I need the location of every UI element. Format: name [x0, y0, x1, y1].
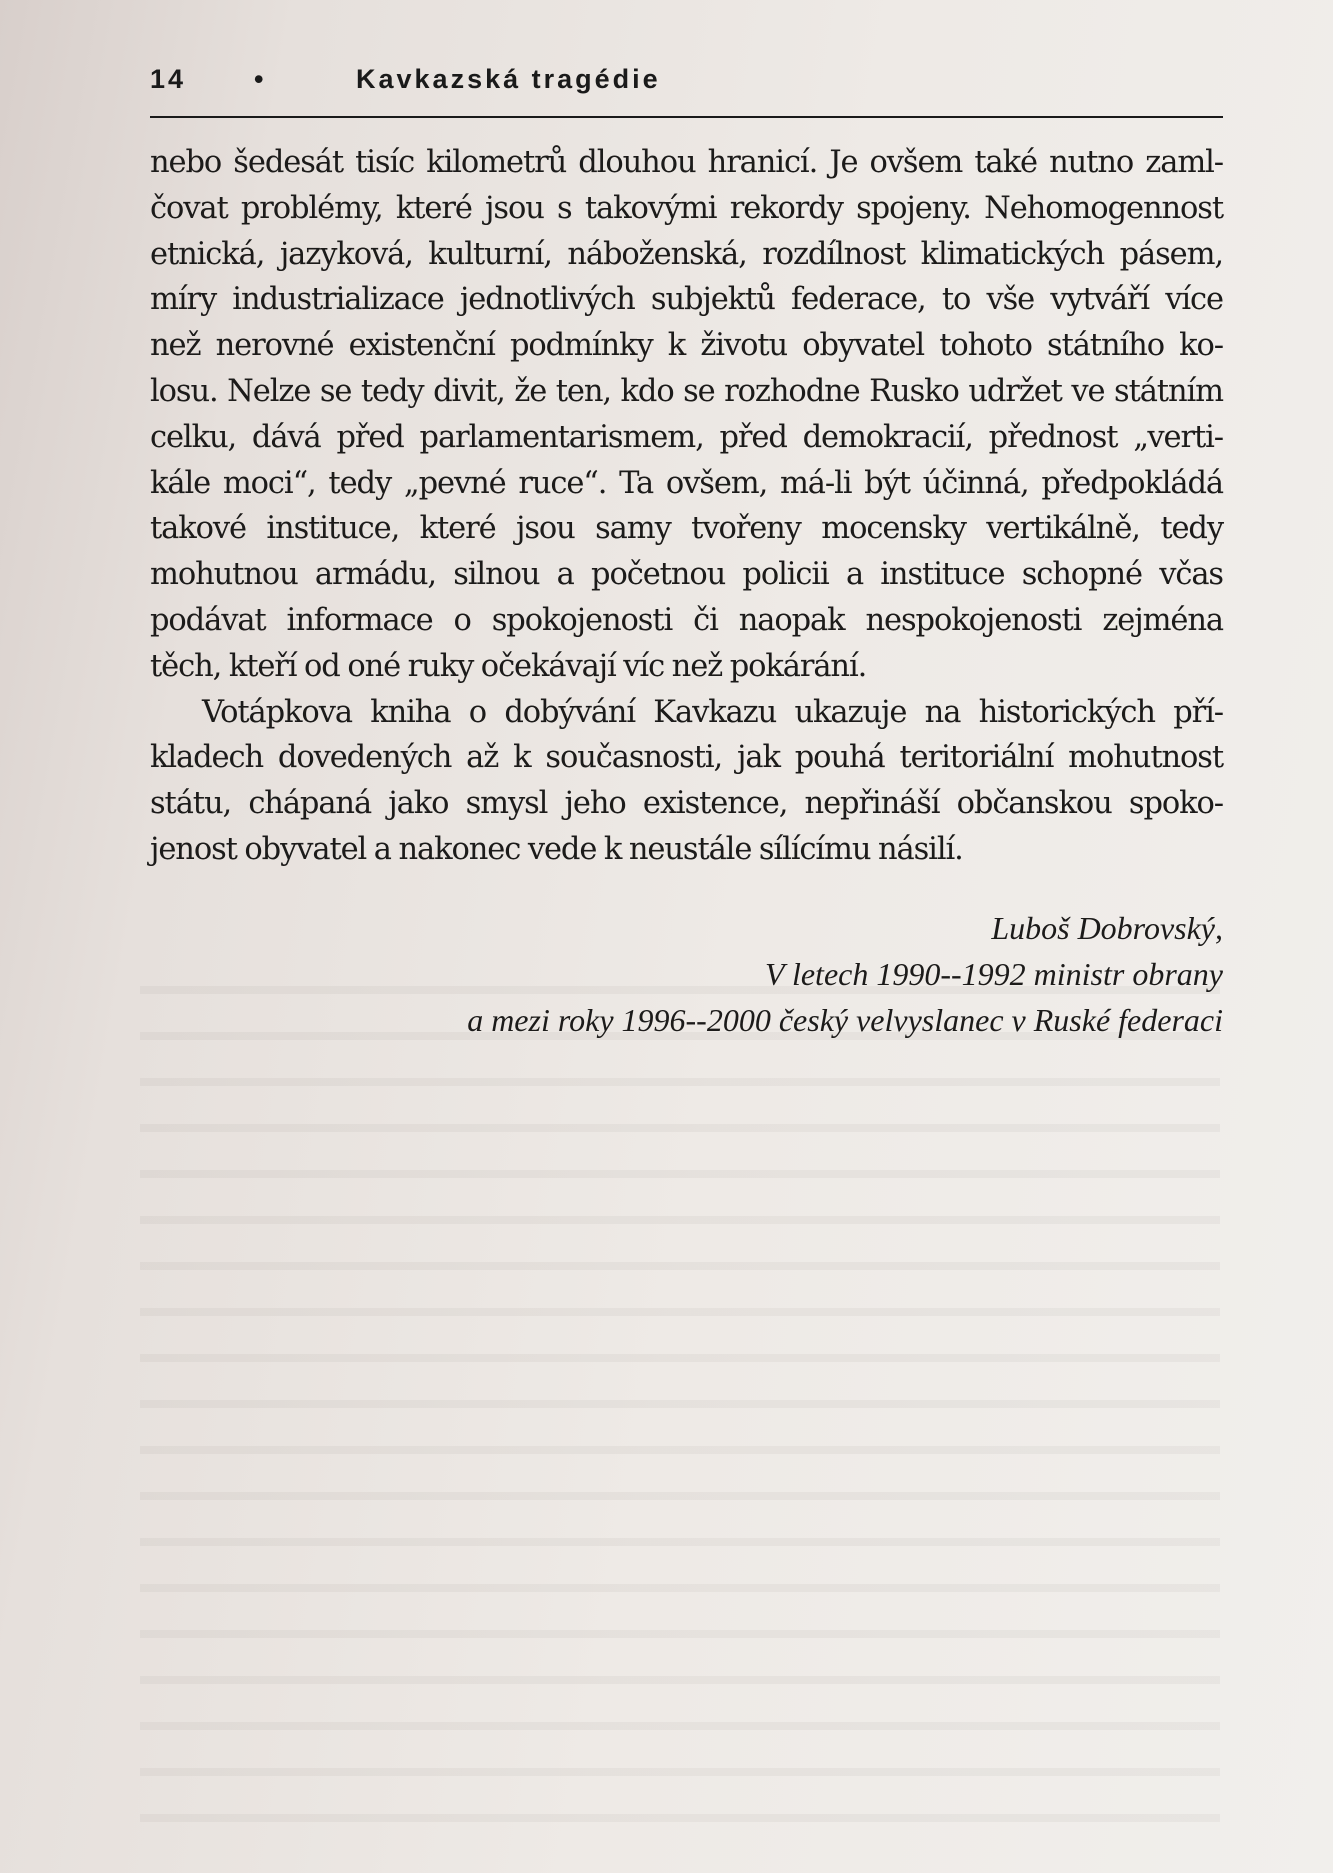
signature-role-line: a mezi roky 1996--2000 český velvyslanec v Ruské federaci: [467, 1002, 1223, 1038]
text-line: než nerovné existenční podmínky k životu obyvatel tohoto státního ko-: [150, 328, 1223, 364]
text-line: míry industrializace jednotlivých subjektů federace, to vše vytváří více: [150, 282, 1223, 318]
text-line: těch, kteří od oné ruky očekávají víc než pokárání.: [150, 648, 867, 684]
text-line: čovat problémy, které jsou s takovými rekordy spojeny. Nehomogennost: [150, 190, 1223, 226]
header-bullet: •: [254, 64, 264, 94]
header-rule: [150, 116, 1223, 118]
text-line: podávat informace o spokojenosti či naopak nespokojenosti zejména: [150, 602, 1223, 638]
running-header: [150, 64, 1223, 104]
signature-name: Luboš Dobrovský,: [991, 910, 1223, 946]
text-line: mohutnou armádu, silnou a početnou policii a instituce schopné včas: [150, 557, 1223, 593]
text-line: státu, chápaná jako smysl jeho existence, nepřináší občanskou spoko-: [150, 786, 1223, 822]
running-title: Kavkazská tragédie: [356, 64, 661, 94]
text-line: Votápkova kniha o dobývání Kavkazu ukazuje na historických pří-: [202, 694, 1223, 730]
text-line: celku, dává před parlamentarismem, před demokracií, přednost „verti-: [150, 419, 1223, 455]
text-line: losu. Nelze se tedy divit, že ten, kdo se rozhodne Rusko udržet ve státním: [150, 373, 1223, 409]
text-line: kále moci“, tedy „pevné ruce“. Ta ovšem, má-li být účinná, předpokládá: [150, 465, 1223, 501]
text-line: kladech dovedených až k současnosti, jak pouhá teritoriální mohutnost: [150, 740, 1223, 776]
signature-role-line: V letech 1990--1992 ministr obrany: [764, 956, 1223, 992]
bleed-through-shadow: [140, 960, 1220, 1840]
text-line: takové instituce, které jsou samy tvořeny mocensky vertikálně, tedy: [150, 511, 1223, 547]
text-line: nebo šedesát tisíc kilometrů dlouhou hranicí. Je ovšem také nutno zaml-: [150, 145, 1223, 180]
text-line: jenost obyvatel a nakonec vede k neustále sílícímu násilí.: [150, 831, 963, 867]
body-text: [150, 140, 1223, 873]
signature-block: [150, 905, 1223, 1043]
page-number: 14: [150, 64, 187, 94]
text-line: etnická, jazyková, kulturní, náboženská, rozdílnost klimatických pásem,: [150, 236, 1223, 272]
